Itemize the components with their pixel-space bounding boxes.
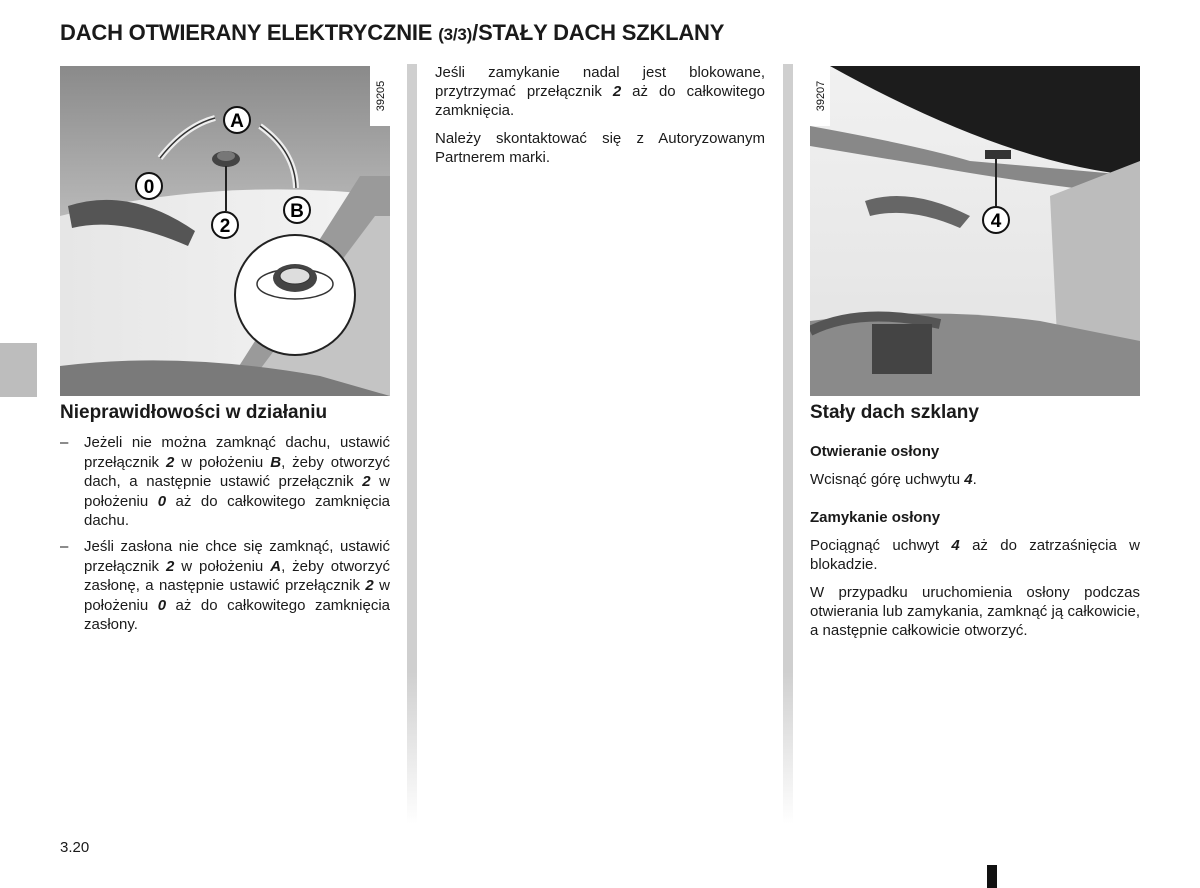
section-end-marker xyxy=(987,865,997,888)
svg-text:A: A xyxy=(230,111,244,132)
callout-b xyxy=(284,197,310,223)
paragraph-blocked-closing: Jeśli zamykanie nadal jest blokowane, przytrzymać przełącznik 2 aż do całkowitego zamknięcia. xyxy=(435,64,766,119)
figure-code: 39207 xyxy=(815,80,827,112)
section-heading-glass-roof: Stały dach szklany xyxy=(810,402,979,423)
paragraph-opening: Wcisnąć górę uchwytu 4. xyxy=(810,471,977,488)
figure-roof-switch xyxy=(60,66,390,396)
paragraph-contact-dealer: Należy skontaktować się z Autoryzowanym Partnerem marki. xyxy=(435,130,765,166)
svg-text:2: 2 xyxy=(219,216,231,237)
chapter-tab xyxy=(0,343,37,397)
list-item: – Jeśli zasłona nie chce się zamknąć, ustawić przełącznik 2 w położeniu A, żeby otworzyć zasłonę, a następnie ustawić przełącznik 2 w położeniu 0 aż do całkowitego zamknięcia zasłony. xyxy=(60,538,390,633)
figure-code: 39205 xyxy=(375,80,387,112)
figure-glass-roof-handle xyxy=(810,66,1140,396)
column-divider-right xyxy=(783,64,793,824)
page-title: DACH OTWIERANY ELEKTRYCZNIE (3/3)/STAŁY DACH SZKLANY xyxy=(60,20,725,45)
section-heading-malfunctions: Nieprawidłowości w działaniu xyxy=(60,402,328,423)
callout-four xyxy=(983,207,1009,233)
callout-two xyxy=(212,212,238,238)
svg-text:B: B xyxy=(290,201,304,222)
column-divider-left xyxy=(407,64,417,824)
paragraph-interruption: W przypadku uruchomienia osłony podczas otwierania lub zamykania, zamknąć ją całkowicie, a następnie całkowicie otworzyć. xyxy=(810,584,1140,639)
callout-a xyxy=(224,107,250,133)
callout-zero xyxy=(136,173,162,199)
paragraph-closing: Pociągnąć uchwyt 4 aż do zatrzaśnięcia w blokadzie. xyxy=(810,537,1140,573)
page-number: 3.20 xyxy=(60,839,90,856)
svg-text:0: 0 xyxy=(143,177,155,198)
subheading-closing: Zamykanie osłony xyxy=(810,509,941,526)
svg-text:4: 4 xyxy=(990,211,1002,232)
list-item: – Jeżeli nie można zamknąć dachu, ustawić przełącznik 2 w położeniu B, żeby otworzyć dach, a następnie ustawić przełącznik 2 w położeniu 0 aż do całkowitego zamknięcia dachu. xyxy=(60,434,390,529)
subheading-opening: Otwieranie osłony xyxy=(810,443,940,460)
